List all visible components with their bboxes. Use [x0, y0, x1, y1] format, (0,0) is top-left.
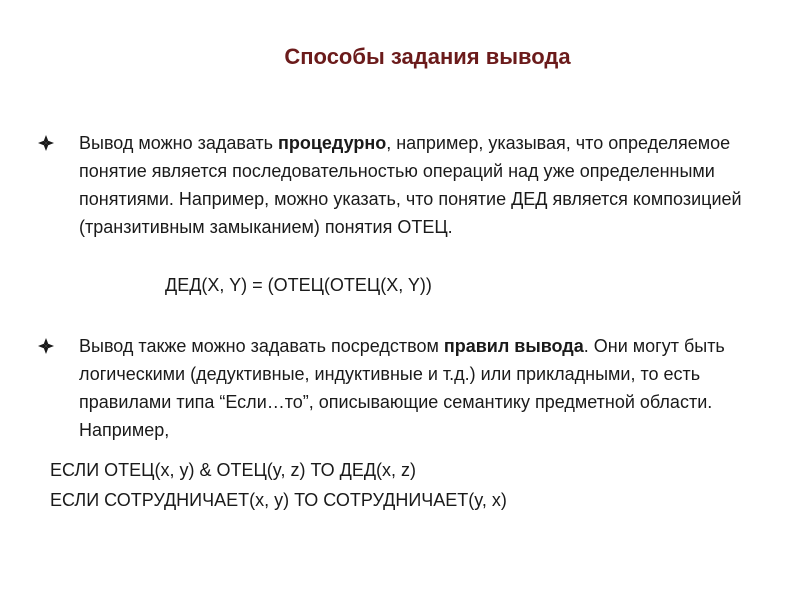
diamond-bullet-icon	[38, 135, 54, 151]
bullet-procedural	[38, 129, 768, 241]
bullet-rules-text	[79, 332, 768, 444]
bullet-rules	[38, 332, 768, 444]
bullet-procedural-text	[79, 129, 768, 241]
formula-ded: ДЕД(X, Y) = (ОТЕЦ(ОТЕЦ(X, Y))	[165, 275, 432, 295]
slide-title-text: Способы задания вывода	[284, 44, 571, 69]
rule-ded: ЕСЛИ ОТЕЦ(x, y) & ОТЕЦ(y, z) ТО ДЕД(x, z)	[50, 460, 417, 480]
rule-cooperates: ЕСЛИ СОТРУДНИЧАЕТ(x, y) ТО СОТРУДНИЧАЕТ(y, x)	[50, 490, 507, 510]
bullet-procedural-bold: процедурно	[277, 133, 387, 153]
slide-title	[0, 44, 800, 70]
bullet-rules-bold: правил вывода	[443, 336, 584, 356]
bullet-procedural-part2: , например, указывая, что определяемое понятие является последовательностью операций над уже определенными понятиями. Например, можно указать, что понятие ДЕД является композицией (транзитивным замыканием) понятия ОТЕЦ.	[79, 133, 742, 237]
bullet-rules-part1: Вывод также можно задавать посредством	[79, 336, 444, 356]
bullet-procedural-part1: Вывод можно задавать	[79, 133, 278, 153]
diamond-bullet-icon	[38, 338, 54, 354]
bullet-rules-part2: . Они могут быть логическими (дедуктивные, индуктивные и т.д.) или прикладными, то есть правилами типа “Если…то”, описывающие семантику предметной области. Например,	[79, 336, 725, 440]
